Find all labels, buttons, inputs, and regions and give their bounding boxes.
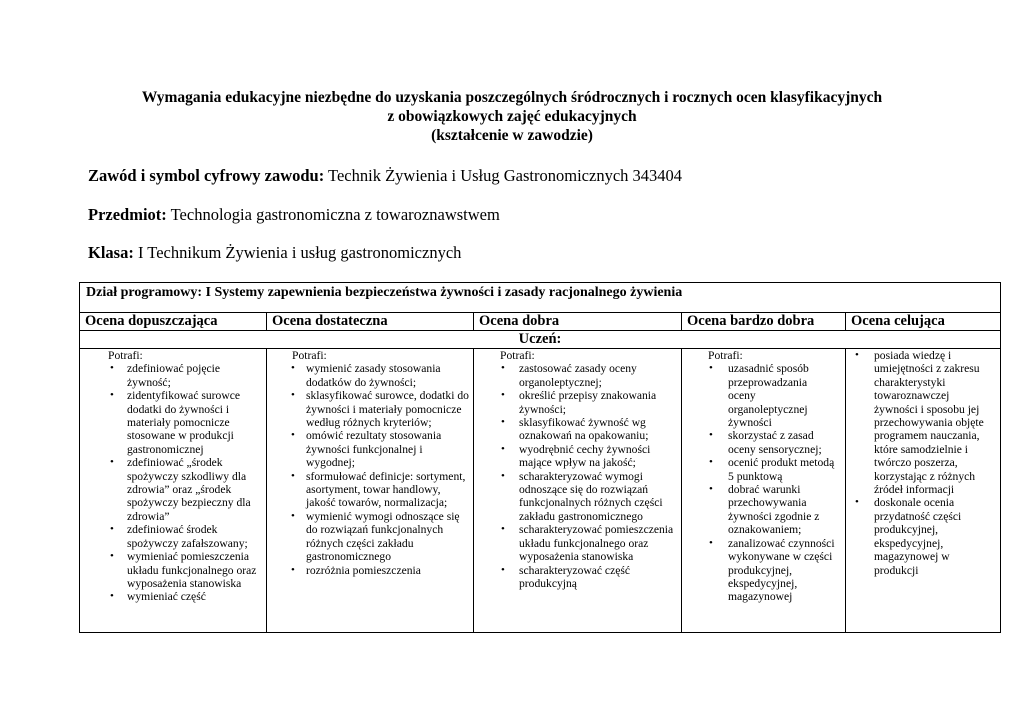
list-item: • zdefiniować pojęcie żywność;: [80, 362, 266, 389]
col-dobra: [474, 349, 682, 633]
potrafi-label: Potrafi:: [708, 349, 743, 362]
list-item: • sformułować definicje: sortyment, asortyment, towar handlowy, jakość towarów, normalizacja;: [267, 470, 473, 510]
document-title: [60, 88, 964, 145]
list-item: • zdefiniować „środek spożywczy szkodliwy dla zdrowia” oraz „środek spożywczy bezpieczny dla zdrowia”: [80, 456, 266, 523]
list-item: • zdefiniować środek spożywczy zafałszowany;: [80, 523, 266, 550]
list-item: • scharakteryzować wymogi odnoszące się do rozwiązań funkcjonalnych różnych części zakładu gastronomicznego: [474, 470, 681, 524]
list-item: • skorzystać z zasad oceny sensorycznej;: [682, 429, 845, 456]
col-bardzo-dobra: [682, 349, 846, 633]
list-item: • doskonale ocenia przydatność części produkcyjnej, ekspedycyjnej, magazynowej w produkcji: [846, 496, 1000, 576]
list-item: • wymienić zasady stosowania dodatków do żywności;: [267, 362, 473, 389]
list-item: • uzasadnić sposób przeprowadzania oceny organoleptycznej żywności: [682, 362, 845, 429]
list-item: • rozróżnia pomieszczenia: [267, 564, 473, 577]
title-line-2: z obowiązkowych zajęć edukacyjnych: [387, 108, 637, 125]
list-item: • określić przepisy znakowania żywności;: [474, 389, 681, 416]
grade-header-dostateczna: Ocena dostateczna: [267, 313, 474, 331]
list-item: • wymienić wymogi odnoszące się do rozwiązań funkcjonalnych różnych części zakładu gastronomicznego: [267, 510, 473, 564]
zawod-line: [88, 166, 682, 186]
zawod-label: Zawód i symbol cyfrowy zawodu:: [88, 166, 325, 185]
requirements-list: [846, 349, 1000, 577]
potrafi-label: Potrafi:: [108, 349, 143, 362]
list-item: • ocenić produkt metodą 5 punktową: [682, 456, 845, 483]
potrafi-label: Potrafi:: [292, 349, 327, 362]
list-item: • wyodrębnić cechy żywności mające wpływ na jakość;: [474, 443, 681, 470]
przedmiot-label: Przedmiot:: [88, 205, 167, 224]
list-item: • wymieniać część: [80, 590, 266, 603]
title-line-3: (kształcenie w zawodzie): [431, 127, 593, 144]
klasa-line: [88, 243, 461, 263]
grade-header-dopuszczajaca: Ocena dopuszczająca: [80, 313, 267, 331]
list-item: • wymieniać pomieszczenia układu funkcjonalnego oraz wyposażenia stanowiska: [80, 550, 266, 590]
grade-header-dobra: Ocena dobra: [474, 313, 682, 331]
requirements-table: [79, 282, 1001, 633]
list-item: • zastosować zasady oceny organoleptycznej;: [474, 362, 681, 389]
potrafi-label: Potrafi:: [500, 349, 535, 362]
col-dopuszczajaca: [80, 349, 267, 633]
requirements-list: [474, 362, 681, 590]
col-dostateczna: [267, 349, 474, 633]
title-line-1: Wymagania edukacyjne niezbędne do uzyskania poszczególnych śródrocznych i rocznych ocen klasyfikacyjnych: [141, 89, 883, 106]
list-item: • scharakteryzować część produkcyjną: [474, 564, 681, 591]
requirements-list: [80, 362, 266, 603]
requirements-list: [682, 362, 845, 603]
uczen-row: Uczeń:: [80, 331, 1001, 349]
list-item: • dobrać warunki przechowywania żywności zgodnie z oznakowaniem;: [682, 483, 845, 537]
grades-header-row: [80, 313, 1001, 331]
dzial-programowy: Dział programowy: I Systemy zapewnienia bezpieczeństwa żywności i zasady racjonalnego żywienia: [80, 283, 1001, 313]
grade-header-bardzo-dobra: Ocena bardzo dobra: [682, 313, 846, 331]
list-item: • zidentyfikować surowce dodatki do żywności i materiały pomocnicze stosowane w produkcji gastronomicznej: [80, 389, 266, 456]
klasa-label: Klasa:: [88, 243, 134, 262]
grade-header-celujaca: Ocena celująca: [846, 313, 1001, 331]
przedmiot-value: Technologia gastronomiczna z towaroznawstwem: [166, 205, 500, 224]
zawod-value: Technik Żywienia i Usług Gastronomicznych 343404: [324, 166, 683, 185]
requirements-list: [267, 362, 473, 577]
list-item: • omówić rezultaty stosowania żywności funkcjonalnej i wygodnej;: [267, 429, 473, 469]
klasa-value: I Technikum Żywienia i usług gastronomicznych: [133, 243, 462, 262]
przedmiot-line: [88, 205, 500, 225]
requirements-row: [80, 349, 1001, 633]
col-celujaca: [846, 349, 1001, 633]
list-item: • posiada wiedzę i umiejętności z zakresu charakterystyki towaroznawczej żywności i sposobu jej przechowywania objęte programem nauczania, które samodzielnie i twórczo poszerza, korzystając z różnych źródeł informacji: [846, 349, 1000, 496]
list-item: • scharakteryzować pomieszczenia układu funkcjonalnego oraz wyposażenia stanowiska: [474, 523, 681, 563]
list-item: • sklasyfikować żywność wg oznakowań na opakowaniu;: [474, 416, 681, 443]
list-item: • sklasyfikować surowce, dodatki do żywności i materiały pomocnicze według różnych kryteriów;: [267, 389, 473, 429]
list-item: • zanalizować czynności wykonywane w części produkcyjnej, ekspedycyjnej, magazynowej: [682, 537, 845, 604]
